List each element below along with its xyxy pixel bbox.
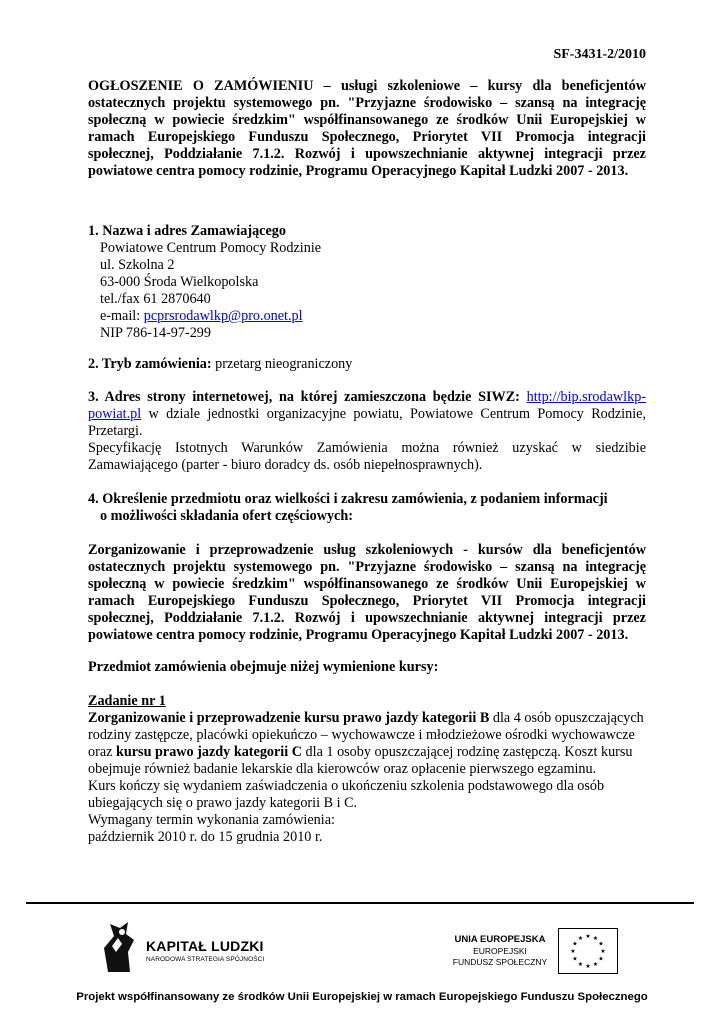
svg-text:★: ★: [585, 933, 591, 940]
eu-line-1: UNIA EUROPEJSKA: [454, 934, 546, 945]
section-3-text: w dziale jednostki organizacyjne powiatu, Powiatowe Centrum Pomocy Rodzinie, Przetargi.: [88, 406, 646, 439]
section-3-siwz-note: Specyfikację Istotnych Warunków Zamówienia można również uzyskać w siedzibie Zamawiającego (parter - biuro doradcy ds. osób niepełnosprawnych).: [88, 440, 646, 473]
section-4-heading: [88, 491, 646, 525]
svg-text:★: ★: [572, 955, 578, 963]
announcement-title: OGŁOSZENIE O ZAMÓWIENIU – usługi szkoleniowe – kursy dla beneficjentów ostatecznych projektu systemowego pn. "Przyjazne środowisko – szansą na integrację społeczną w powiecie średzkim" współfinansowanego ze środków Unii Europejskiej w ramach Europejskiego Funduszu Społecznego, Priorytet VII Promocja integracji społecznej, Poddziałanie 7.1.2. Rozwój i upowszechnianie aktywnej integracji przez powiatowe centra pomocy rodzinie, Programu Operacyjnego Kapitał Ludzki 2007 - 2013.: [88, 78, 646, 179]
address-line: tel./fax 61 2870640: [100, 291, 211, 307]
address-line: Powiatowe Centrum Pomocy Rodzinie: [100, 240, 322, 256]
siwz-url-link[interactable]: http://bip.srodawlkp-powiat.pl: [88, 389, 647, 422]
section-3-heading: 3. Adres strony internetowej, na której zamieszczona będzie SIWZ:: [88, 389, 520, 405]
address-line: ul. Szkolna 2: [100, 257, 175, 273]
svg-text:★: ★: [600, 948, 606, 955]
footer-divider: [26, 902, 694, 904]
email-label: e-mail:: [100, 308, 144, 324]
task-1-deadline: październik 2010 r. do 15 grudnia 2010 r.: [88, 829, 323, 845]
section-contracting-authority: [88, 223, 646, 342]
task-1-text: dla 4 osób opuszczających rodziny zastępcze, placówki opiekuńczo – wychowawcze i młodzieżowe ośrodki wychowawcze oraz: [88, 710, 644, 760]
address-line: 63-000 Środa Wielkopolska: [100, 274, 259, 290]
kl-subtitle: NARODOWA STRATEGIA SPÓJNOŚCI: [146, 956, 265, 963]
section-4-heading-line: 4. Określenie przedmiotu oraz wielkości i zakresu zamówienia, z podaniem informacji: [88, 491, 608, 507]
document-reference-number: SF-3431-2/2010: [553, 47, 646, 62]
eu-line-3: FUNDUSZ SPOŁECZNY: [452, 957, 548, 967]
task-1-description: [88, 710, 646, 778]
section-2-value: przetarg nieograniczony: [211, 356, 353, 372]
eu-social-fund-logo: [450, 928, 620, 978]
subject-intro: Przedmiot zamówienia obejmuje niżej wymienione kursy:: [88, 659, 439, 675]
footer-cofinancing-note: Projekt współfinansowany ze środków Unii Europejskiej w ramach Europejskiego Funduszu Społecznego: [76, 991, 648, 1003]
section-1-address: [88, 240, 646, 342]
eu-line-2: EUROPEJSKI: [473, 946, 527, 956]
task-1-bold-b: Zorganizowanie i przeprowadzenie kursu prawo jazdy kategorii B: [88, 710, 490, 726]
section-1-heading: 1. Nazwa i adres Zamawiającego: [88, 223, 286, 239]
svg-text:★: ★: [577, 935, 584, 942]
kapital-ludzki-logo: [100, 918, 280, 974]
svg-text:★: ★: [570, 948, 576, 955]
eu-flag-icon: [558, 928, 618, 974]
section-website: [88, 389, 646, 474]
svg-text:★: ★: [572, 940, 578, 948]
section-4-body: Zorganizowanie i przeprowadzenie usług szkoleniowych - kursów dla beneficjentów ostatecznych projektu systemowego pn. "Przyjazne środowisko – szansą na integrację społeczną w powiecie średzkim" współfinansowanego ze środków Unii Europejskiej w ramach Europejskiego Funduszu Społecznego, Priorytet VII Promocja integracji społecznej, Poddziałanie 7.1.2. Rozwój i upowszechnianie aktywnej integracji przez powiatowe centra pomocy rodzinie, Programu Operacyjnego Kapitał Ludzki 2007 - 2013.: [88, 542, 646, 643]
section-3-paragraph: [88, 389, 646, 440]
task-1: [88, 693, 646, 846]
task-1-bold-c: kursu prawo jazdy kategorii C: [115, 744, 302, 760]
svg-text:★: ★: [598, 940, 604, 948]
svg-text:★: ★: [592, 961, 599, 968]
task-1-heading: Zadanie nr 1: [88, 693, 166, 709]
svg-text:★: ★: [577, 961, 584, 968]
section-procedure: [88, 356, 646, 373]
task-1-deadline-label: Wymagany termin wykonania zamówienia:: [88, 812, 335, 828]
svg-text:★: ★: [598, 955, 604, 963]
section-2-heading: 2. Tryb zamówienia:: [88, 356, 212, 372]
nip-line: NIP 786-14-97-299: [100, 325, 211, 341]
email-line: [100, 308, 646, 325]
svg-text:★: ★: [585, 963, 591, 970]
svg-text:★: ★: [592, 935, 599, 942]
task-1-certificate: Kurs kończy się wydaniem zaświadczenia o ukończeniu szkolenia podstawowego dla osób ubiegających się o prawo jazdy kategorii B i C.: [88, 778, 605, 811]
task-1-text: dla 1 osoby opuszczającej rodzinę zastępczą. Koszt kursu obejmuje również badanie lekarskie dla kierowców oraz opłacenie pierwszego egzaminu.: [88, 744, 633, 777]
section-4-heading-line: o możliwości składania ofert częściowych:: [100, 508, 353, 524]
kl-title: KAPITAŁ LUDZKI: [146, 938, 264, 954]
email-link[interactable]: pcprsrodawlkp@pro.onet.pl: [143, 308, 303, 324]
